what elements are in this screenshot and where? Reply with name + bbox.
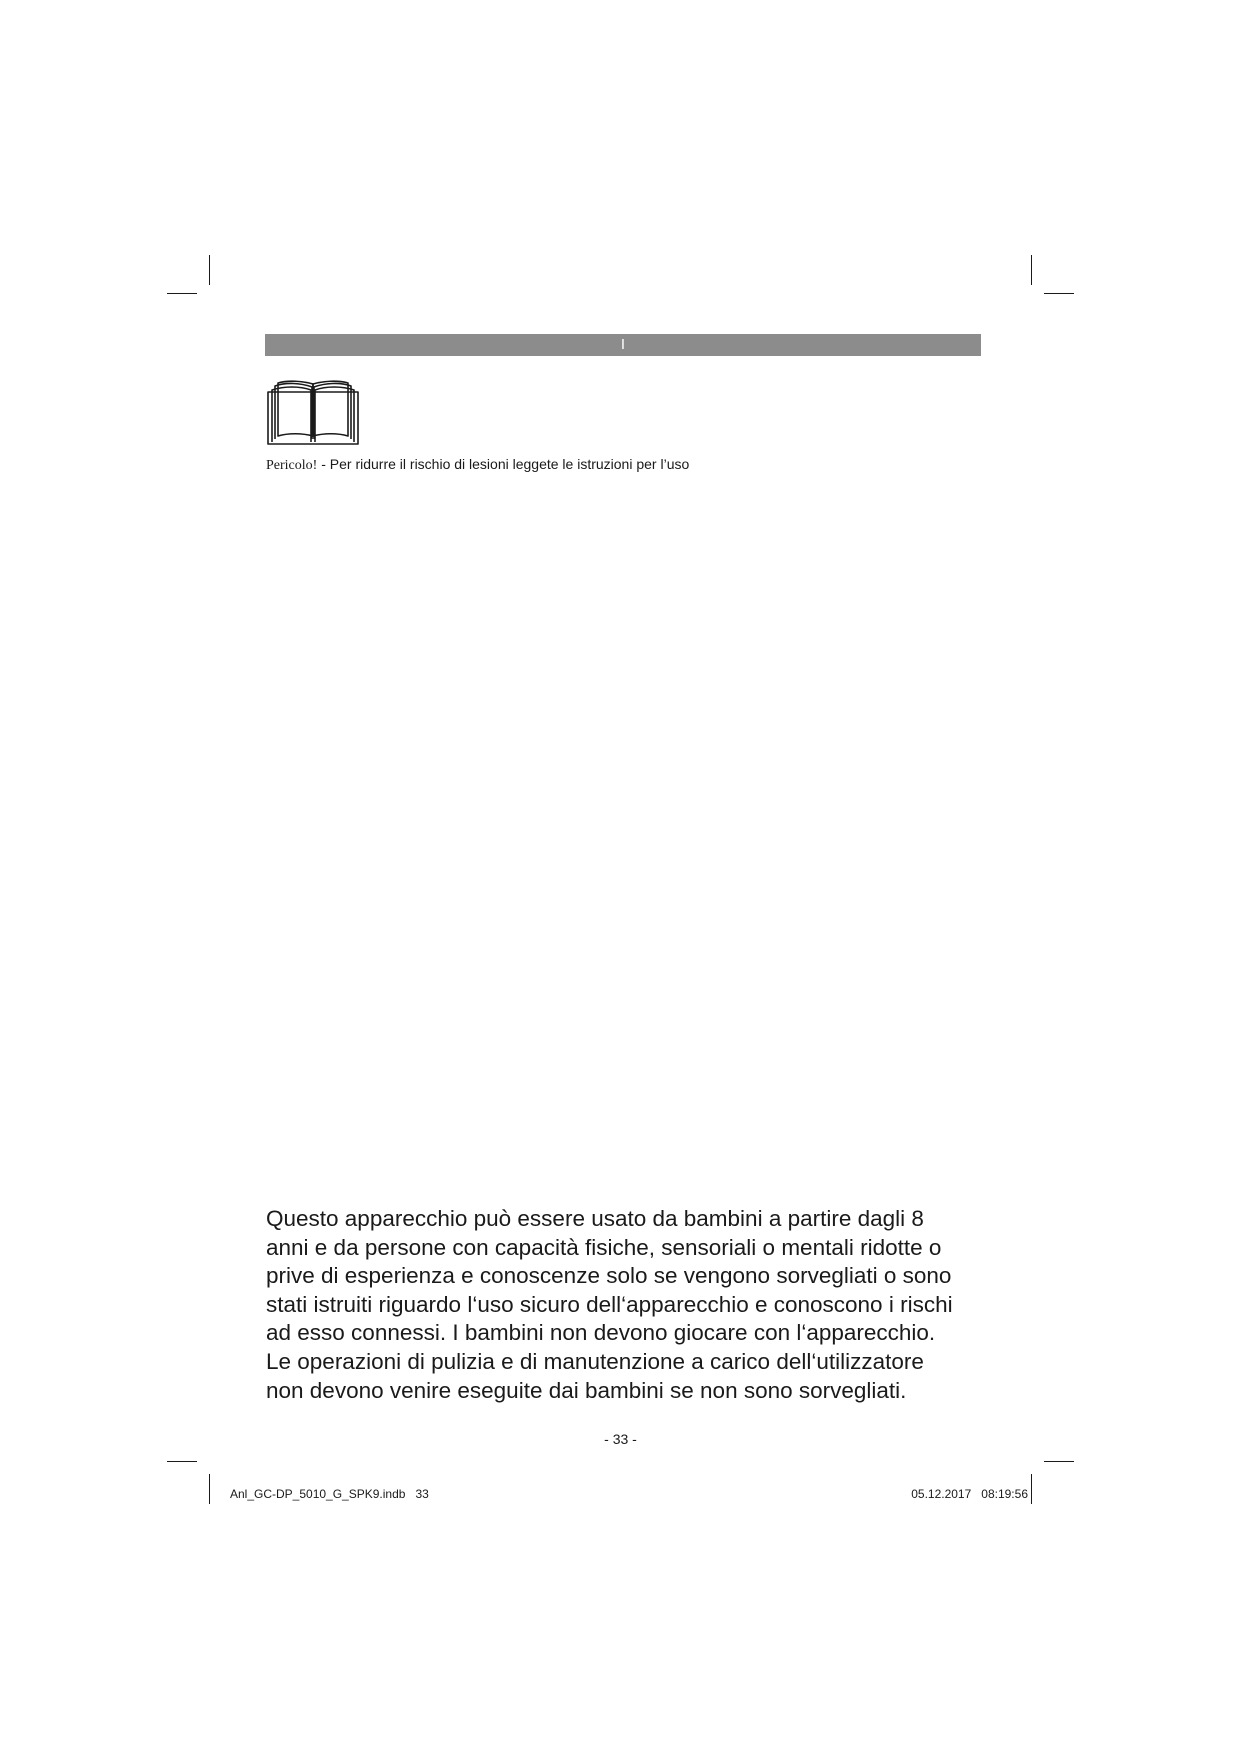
warning-label: Pericolo!: [266, 458, 318, 473]
open-book-icon: [266, 380, 360, 446]
crop-mark-top-right-horizontal: [1044, 293, 1074, 294]
language-code: I: [620, 336, 626, 353]
safety-paragraph-line: Le operazioni di pulizia e di manutenzione a carico dell‘utilizzatore: [266, 1348, 924, 1374]
crop-mark-bottom-right-horizontal: [1044, 1461, 1074, 1462]
safety-paragraph-line: stati istruiti riguardo l‘uso sicuro dell‘apparecchio e conoscono i rischi: [266, 1291, 953, 1317]
safety-paragraph-line: prive di esperienza e conoscenze solo se vengono sorvegliati o sono: [266, 1263, 952, 1289]
safety-paragraph-line: Questo apparecchio può essere usato da bambini a partire dagli 8: [266, 1206, 924, 1231]
safety-paragraph: [266, 1205, 996, 1405]
safety-paragraph-line: non devono venire eseguite dai bambini se non sono sorvegliati.: [266, 1377, 907, 1403]
footer-file-name: Anl_GC-DP_5010_G_SPK9.indb 33: [230, 1487, 429, 1501]
crop-mark-top-left-vertical: [209, 255, 210, 285]
footer-timestamp: 05.12.2017 08:19:56: [911, 1487, 1028, 1501]
crop-mark-bottom-left-vertical: [209, 1474, 210, 1504]
safety-paragraph-line: anni e da persone con capacità fisiche, sensoriali o mentali ridotte o: [266, 1234, 942, 1260]
crop-mark-top-right-vertical: [1031, 255, 1032, 285]
crop-mark-bottom-left-horizontal: [167, 1461, 197, 1462]
safety-paragraph-line: ad esso connessi. I bambini non devono giocare con l‘apparecchio.: [266, 1320, 936, 1346]
warning-text: - Per ridurre il rischio di lesioni leggete le istruzioni per l’uso: [317, 456, 690, 472]
language-header-bar: [265, 334, 981, 356]
crop-mark-top-left-horizontal: [167, 293, 197, 294]
warning-line: [266, 455, 689, 475]
page-number: - 33 -: [604, 1431, 637, 1447]
crop-mark-bottom-right-vertical: [1031, 1474, 1032, 1504]
